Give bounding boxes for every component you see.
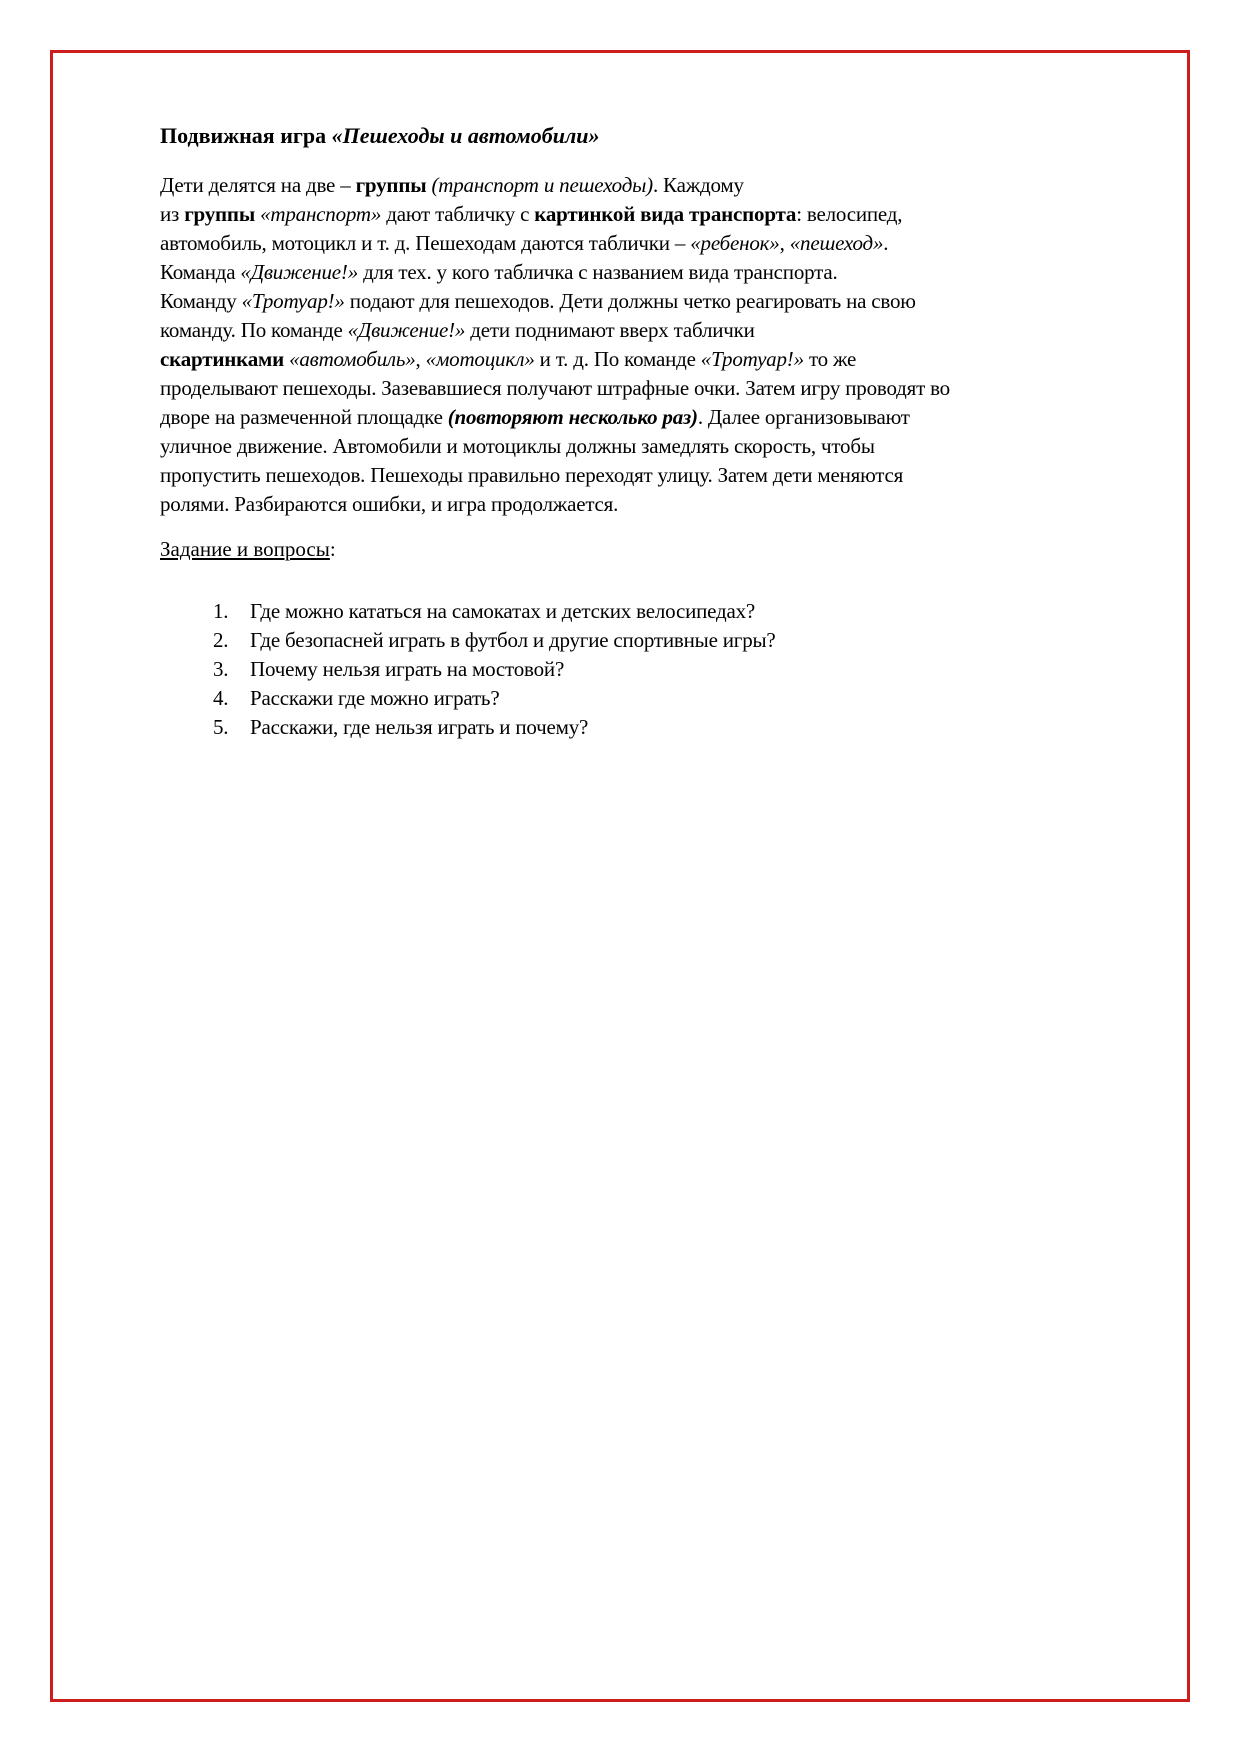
paragraph-line	[160, 432, 1020, 461]
text-run: «Движение!»	[240, 260, 359, 284]
text-run: дети поднимают вверх таблички	[465, 318, 755, 342]
text-run: для тех. у кого табличка с названием вида транспорта.	[358, 260, 838, 284]
text-run: группы	[355, 173, 432, 197]
text-run: «автомобиль»	[289, 347, 416, 371]
paragraph-line	[160, 461, 1020, 490]
text-run: «Тротуар!»	[241, 289, 345, 313]
paragraph-line	[160, 490, 1020, 519]
text-run: :	[329, 537, 336, 561]
text-run: скартинками	[160, 347, 290, 371]
paragraph-line	[160, 258, 1020, 287]
text-run: Задание и вопросы	[160, 537, 330, 561]
list-item-number: 5.	[213, 715, 229, 739]
list-item-number: 4.	[213, 686, 229, 710]
paragraph-line	[160, 345, 1020, 374]
text-run: команду. По команде	[160, 318, 348, 342]
list-item-text: Где можно кататься на самокатах и детских велосипедах?	[250, 599, 756, 623]
questions-list	[160, 597, 1020, 742]
text-run: уличное движение. Автомобили и мотоциклы должны замедлять скорость, чтобы	[160, 434, 875, 458]
text-run: «Движение!»	[347, 318, 466, 342]
list-item	[160, 684, 1020, 713]
text-run: проделывают пешеходы. Зазевавшиеся получают штрафные очки. Затем игру проводят во	[160, 376, 950, 400]
paragraph-line	[160, 171, 1020, 200]
text-run: ,	[779, 231, 790, 255]
text-run: ролями. Разбираются ошибки, и игра продолжается.	[160, 492, 619, 516]
text-run: картинкой вида транспорта	[534, 202, 797, 226]
list-item-text: Почему нельзя играть на мостовой?	[250, 657, 565, 681]
text-run: автомобиль, мотоцикл и т. д. Пешеходам даются таблички –	[160, 231, 691, 255]
list-item	[160, 713, 1020, 742]
paragraph-line	[160, 374, 1020, 403]
text-run: из	[160, 202, 185, 226]
game-description	[160, 171, 1020, 519]
list-item-number: 3.	[213, 657, 229, 681]
paragraph-line	[160, 200, 1020, 229]
text-run: (транспорт и пешеходы)	[431, 173, 653, 197]
text-run: Подвижная игра	[160, 123, 332, 148]
paragraph-line	[160, 287, 1020, 316]
list-item	[160, 655, 1020, 684]
list-item-text: Расскажи где можно играть?	[250, 686, 500, 710]
page-content	[160, 121, 1020, 742]
list-item-text: Где безопасней играть в футбол и другие спортивные игры?	[250, 628, 776, 652]
paragraph-line	[160, 316, 1020, 345]
text-run: «Тротуар!»	[700, 347, 804, 371]
text-run: .	[883, 231, 889, 255]
text-run: пропустить пешеходов. Пешеходы правильно переходят улицу. Затем дети меняются	[160, 463, 904, 487]
text-run: . Каждому	[652, 173, 744, 197]
text-run: группы	[184, 202, 261, 226]
page-title	[160, 121, 1020, 150]
section-heading	[160, 535, 1020, 564]
text-run: «транспорт»	[260, 202, 382, 226]
text-run: Команда	[160, 260, 241, 284]
text-run: «Пешеходы и автомобили»	[331, 123, 600, 148]
paragraph-line	[160, 229, 1020, 258]
text-run: и т. д. По команде	[534, 347, 701, 371]
list-item	[160, 597, 1020, 626]
list-item-number: 1.	[213, 599, 229, 623]
text-run: то же	[803, 347, 857, 371]
list-item-text: Расскажи, где нельзя играть и почему?	[250, 715, 589, 739]
text-run: Дети делятся на две –	[160, 173, 356, 197]
text-run: «мотоцикл»	[425, 347, 535, 371]
text-run: «пешеход»	[789, 231, 884, 255]
text-run: «ребенок»	[690, 231, 780, 255]
text-run: (повторяют несколько раз)	[447, 405, 698, 429]
text-run: подают для пешеходов. Дети должны четко реагировать на свою	[344, 289, 916, 313]
paragraph-line	[160, 403, 1020, 432]
text-run: . Далее организовывают	[697, 405, 910, 429]
text-run: : велосипед,	[796, 202, 903, 226]
list-item	[160, 626, 1020, 655]
text-run: дают табличку с	[381, 202, 535, 226]
text-run: дворе на размеченной площадке	[160, 405, 448, 429]
text-run: ,	[415, 347, 426, 371]
list-item-number: 2.	[213, 628, 229, 652]
text-run: Команду	[160, 289, 242, 313]
